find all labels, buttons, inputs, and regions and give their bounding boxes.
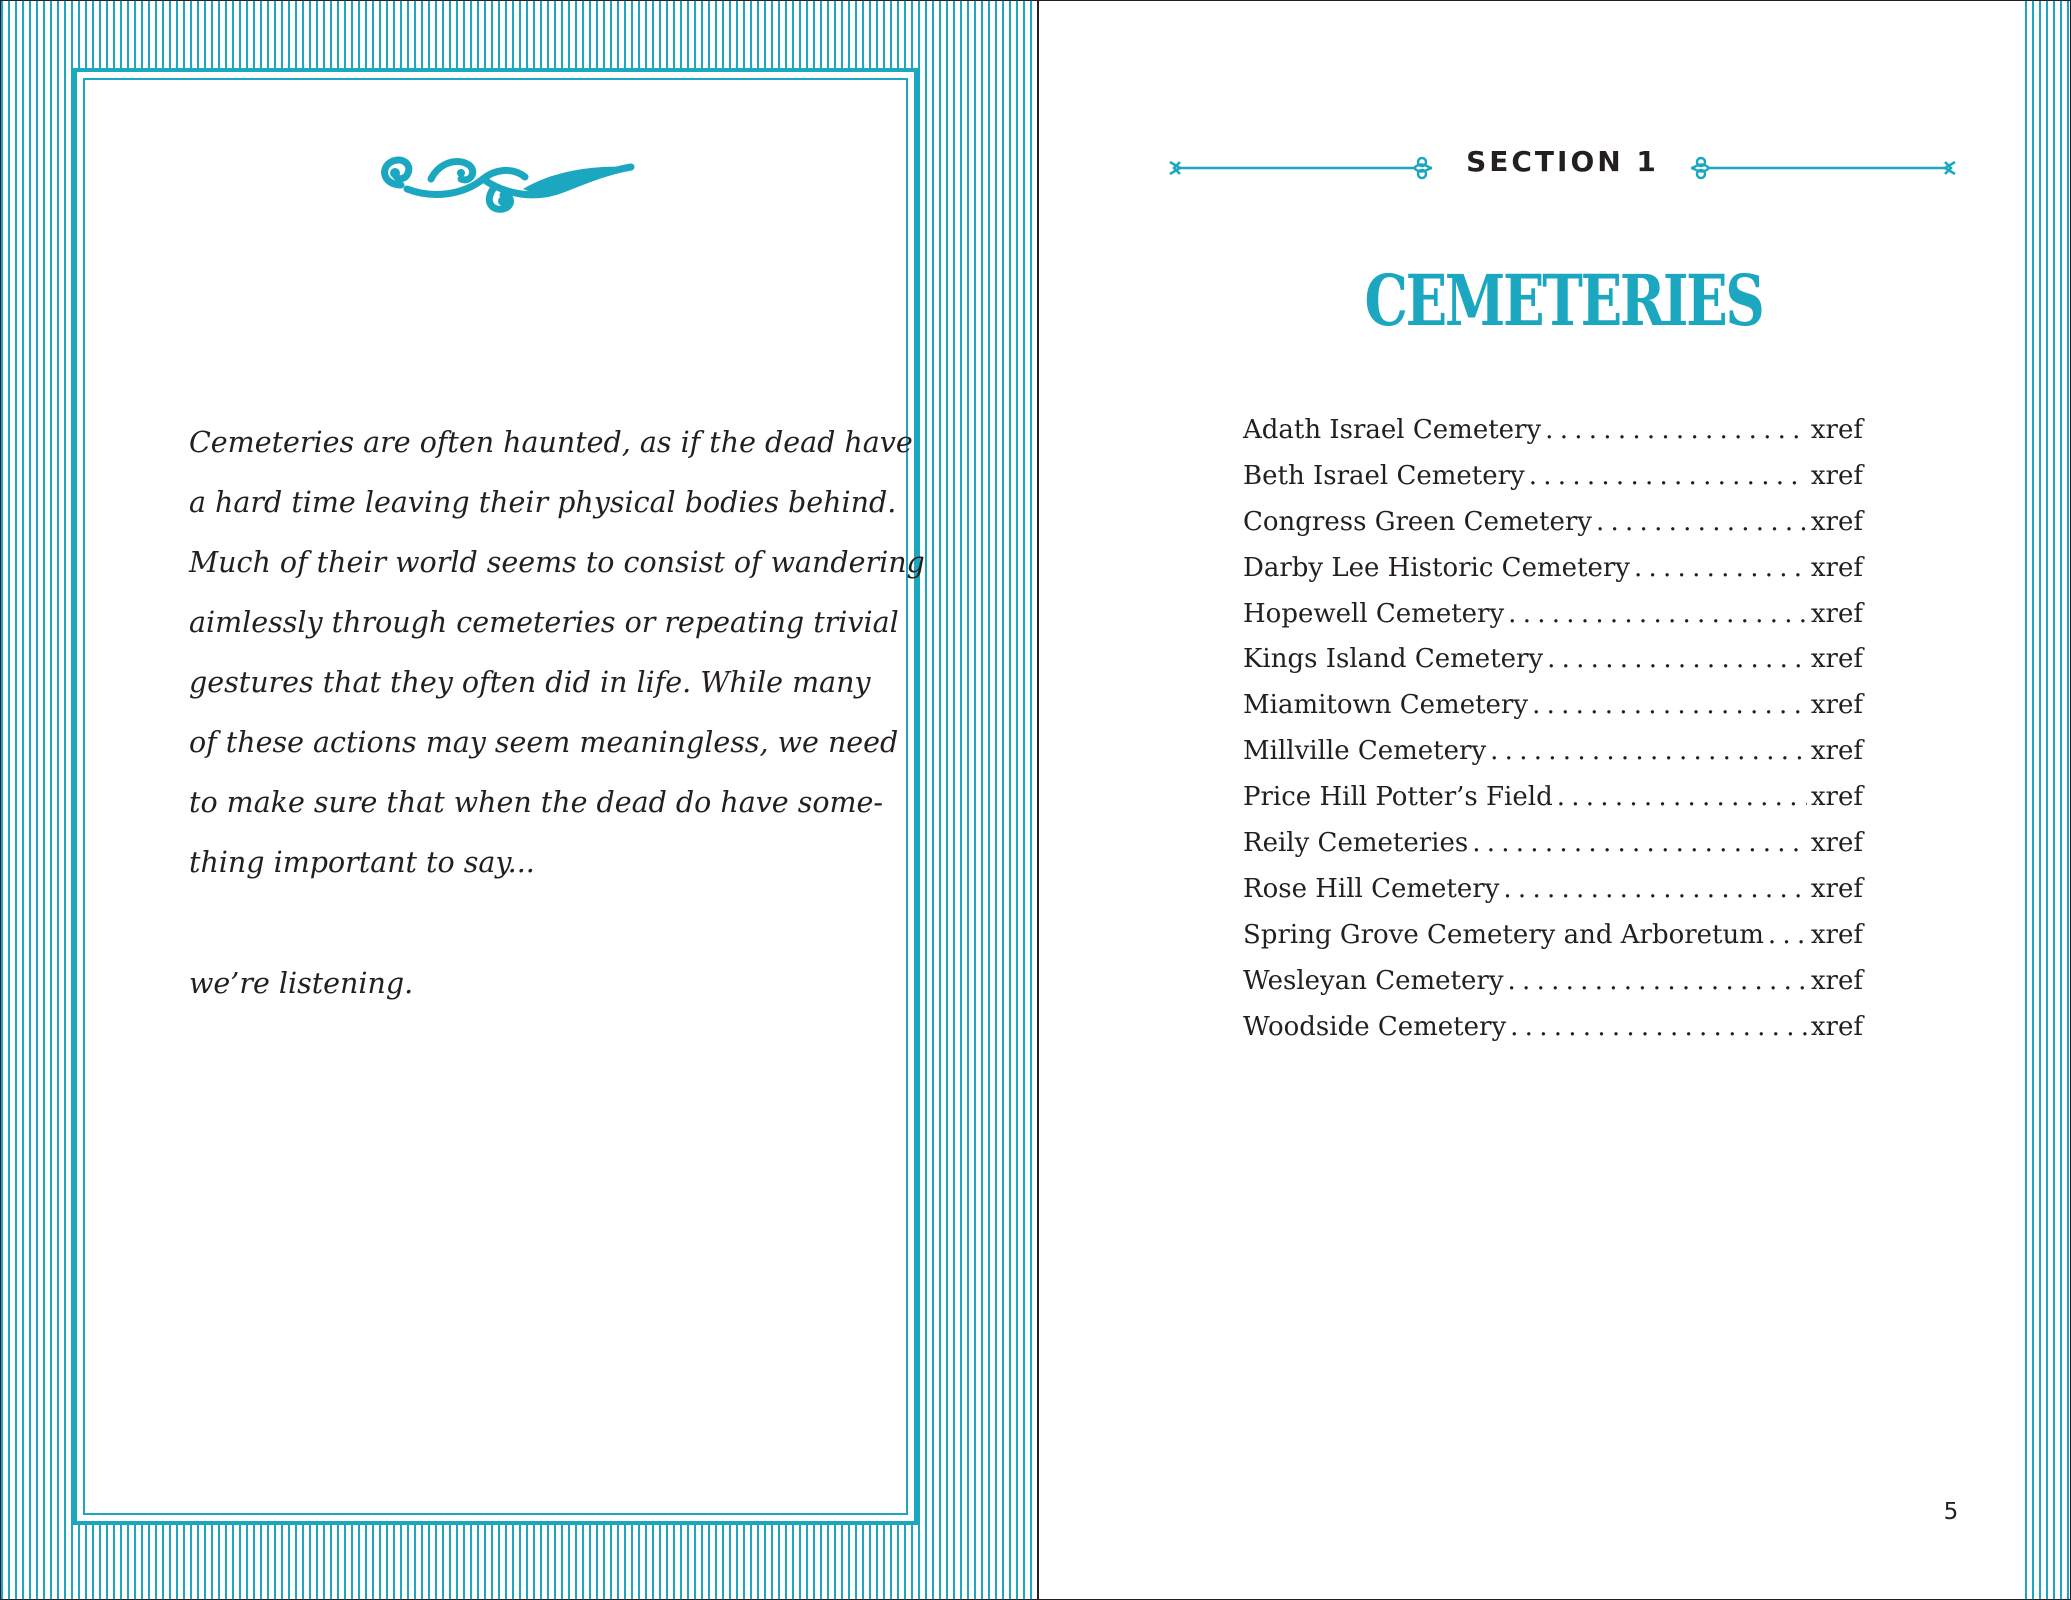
toc-entry-title: Hopewell Cemetery (1243, 598, 1505, 629)
toc-entry-ref: xref (1810, 415, 1863, 445)
toc-entry[interactable] (1243, 920, 1863, 966)
page-number: 5 (1943, 1499, 1959, 1525)
quote-line: Much of their world seems to consist of wandering (189, 546, 925, 579)
quote-line: gestures that they often did in life. While many (189, 666, 871, 699)
toc-leader-dots (1545, 415, 1807, 445)
toc-leader-dots (1508, 966, 1807, 996)
toc-entry[interactable] (1243, 644, 1863, 690)
scroll-flourish-icon (373, 149, 635, 215)
toc-entry-title: Woodside Cemetery (1243, 1011, 1507, 1042)
toc-leader-dots (1490, 736, 1807, 766)
toc-entry-title: Wesleyan Cemetery (1243, 965, 1504, 996)
toc-entry-title: Beth Israel Cemetery (1243, 460, 1525, 491)
toc-entry-ref: xref (1810, 552, 1863, 583)
toc-leader-dots (1557, 782, 1807, 812)
quote-line: thing important to say... (189, 846, 535, 879)
toc-leader-dots (1547, 644, 1807, 674)
toc-entry-ref: xref (1810, 782, 1863, 813)
toc-entry[interactable] (1243, 1012, 1863, 1058)
toc-entry-ref: xref (1810, 690, 1863, 721)
toc-leader-dots (1472, 828, 1807, 858)
toc-entry[interactable] (1243, 690, 1863, 736)
toc-leader-dots (1532, 690, 1807, 720)
toc-entry-ref: xref (1810, 736, 1863, 767)
toc-leader-dots (1510, 1012, 1807, 1042)
toc-entry-ref: xref (1810, 506, 1863, 537)
fleuron-rule-icon (1166, 148, 1436, 188)
toc-entry[interactable] (1243, 415, 1863, 461)
toc-entry-ref: xref (1810, 873, 1863, 904)
left-page (1, 1, 1037, 1599)
section-title: CEMETERIES (1364, 259, 1763, 342)
toc-entry[interactable] (1243, 828, 1863, 874)
toc-entry[interactable] (1243, 782, 1863, 828)
toc-entry[interactable] (1243, 599, 1863, 645)
table-of-contents (1243, 415, 1863, 1057)
toc-entry-title: Rose Hill Cemetery (1243, 873, 1500, 904)
book-spine (1037, 1, 1039, 1599)
intro-quote (189, 413, 925, 893)
toc-entry-title: Price Hill Potter’s Field (1243, 782, 1553, 813)
quote-line: aimlessly through cemeteries or repeating trivial (189, 606, 899, 639)
toc-entry-title: Miamitown Cemetery (1243, 690, 1529, 721)
toc-leader-dots (1596, 507, 1807, 537)
toc-entry-ref: xref (1810, 644, 1863, 675)
toc-leader-dots (1503, 874, 1807, 904)
quote-line: of these actions may seem meaningless, we need (189, 726, 899, 759)
toc-entry-ref: xref (1810, 965, 1863, 996)
toc-entry-ref: xref (1810, 598, 1863, 629)
toc-leader-dots (1634, 553, 1807, 583)
toc-entry[interactable] (1243, 553, 1863, 599)
quote-closing: we’re listening. (189, 967, 414, 1000)
toc-entry-ref: xref (1810, 460, 1863, 491)
toc-entry-title: Reily Cemeteries (1243, 828, 1469, 859)
toc-entry[interactable] (1243, 507, 1863, 553)
toc-leader-dots (1508, 599, 1807, 629)
right-page-stripe-edge (2025, 1, 2070, 1599)
quote-line: a hard time leaving their physical bodies behind. (189, 486, 897, 519)
quote-line: to make sure that when the dead do have some- (189, 786, 884, 819)
toc-entry-ref: xref (1810, 919, 1863, 950)
toc-leader-dots (1768, 920, 1807, 950)
toc-entry-title: Millville Cemetery (1243, 736, 1487, 767)
toc-entry-title: Adath Israel Cemetery (1243, 415, 1542, 445)
toc-entry[interactable] (1243, 736, 1863, 782)
toc-entry-ref: xref (1810, 1011, 1863, 1042)
toc-entry-title: Spring Grove Cemetery and Arboretum (1243, 919, 1764, 950)
toc-entry-title: Congress Green Cemetery (1243, 506, 1592, 537)
quote-line: Cemeteries are often haunted, as if the dead have (189, 426, 913, 459)
toc-entry[interactable] (1243, 966, 1863, 1012)
toc-entry-title: Darby Lee Historic Cemetery (1243, 552, 1630, 583)
toc-entry-ref: xref (1810, 828, 1863, 859)
fleuron-rule-icon (1687, 148, 1959, 188)
toc-entry-title: Kings Island Cemetery (1243, 644, 1544, 675)
toc-entry[interactable] (1243, 874, 1863, 920)
toc-entry[interactable] (1243, 461, 1863, 507)
section-label: SECTION 1 (1466, 145, 1659, 178)
toc-leader-dots (1529, 461, 1807, 491)
